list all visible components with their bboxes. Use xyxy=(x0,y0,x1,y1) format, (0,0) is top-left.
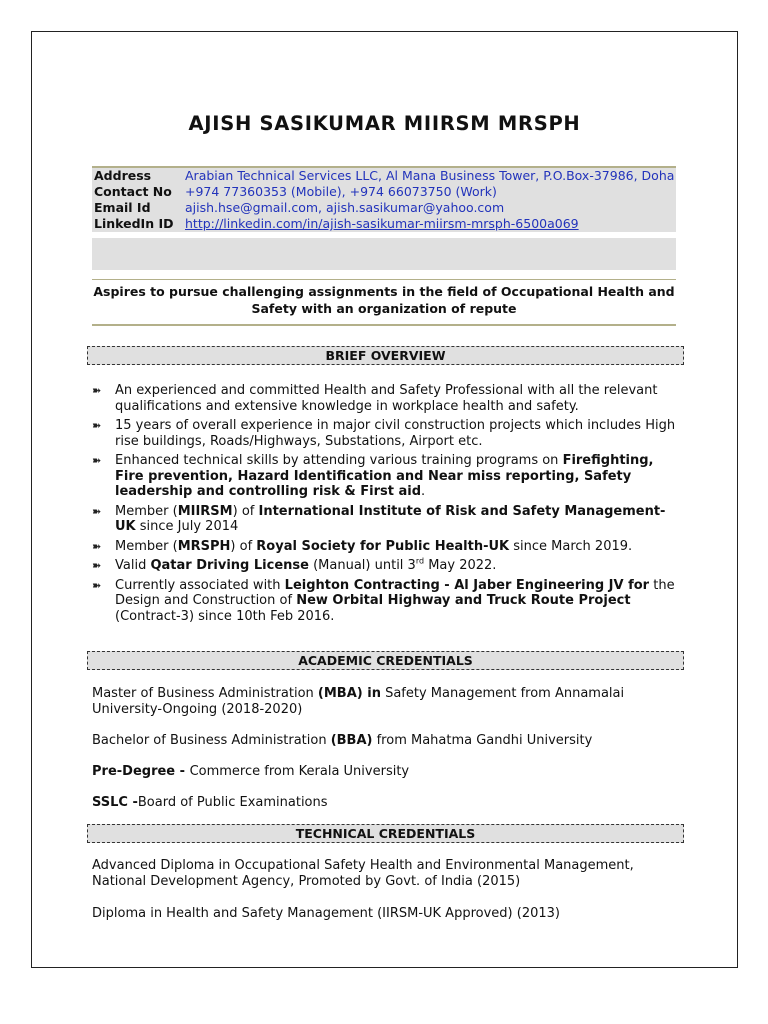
text-run: Member ( xyxy=(115,538,178,554)
contact-table xyxy=(92,166,676,280)
arrow-bullet-icon: ➽ xyxy=(92,504,102,518)
arrow-bullet-icon: ➽ xyxy=(92,384,102,397)
text-run: Advanced Diploma in Occupational Safety Health and Environmental Management, National Development Agency, Promoted by Govt. of India (2015) xyxy=(92,858,634,889)
bold-text: Royal Society for Public Health-UK xyxy=(256,538,510,554)
text-run: ) of xyxy=(232,503,259,519)
text-run: Bachelor of Business Administration xyxy=(92,733,331,748)
text-run: . xyxy=(421,484,426,499)
bold-text: (MBA) in xyxy=(317,686,381,701)
text-run: Board of Public Examinations xyxy=(137,795,328,810)
bold-text: New Orbital Highway and Truck Route Project xyxy=(296,593,631,608)
arrow-bullet-icon: ➽ xyxy=(92,559,102,572)
overview-item xyxy=(92,504,682,535)
linkedin-label: LinkedIn ID xyxy=(94,216,174,231)
email-label: Email Id xyxy=(94,200,151,215)
bold-text: Qatar Driving License xyxy=(150,558,309,573)
linkedin-link[interactable]: http://linkedin.com/in/ajish-sasikumar-miirsm-mrsph-6500a069 xyxy=(185,216,579,231)
overview-item xyxy=(92,578,682,625)
text-run: since March 2019. xyxy=(509,538,633,554)
contact-label: Contact No xyxy=(94,184,172,199)
technical-item xyxy=(92,906,682,922)
overview-item xyxy=(92,418,682,449)
text-run: Enhanced technical skills by attending various training programs on xyxy=(115,453,563,468)
contact-blank-row xyxy=(92,238,676,270)
overview-list xyxy=(92,383,682,628)
text-run: (Contract-3) since 10th Feb 2016. xyxy=(115,608,335,624)
text-run: (Manual) until 3 xyxy=(308,558,416,573)
bold-text: International Institute of Risk and Safety Management-UK xyxy=(115,503,666,534)
bold-text: Firefighting, Fire prevention, Hazard Identification and Near miss reporting, Safety leadership and controlling risk & First aid xyxy=(115,453,654,499)
address-value: Arabian Technical Services LLC, Al Mana Business Tower, P.O.Box-37986, Doha xyxy=(185,168,675,183)
resume-page xyxy=(31,31,738,968)
bold-text: (BBA) xyxy=(330,733,373,748)
text-run: since July 2014 xyxy=(135,519,239,534)
brief-overview-heading: BRIEF OVERVIEW xyxy=(87,346,684,365)
academic-item xyxy=(92,764,682,780)
text-run: Valid xyxy=(115,558,151,573)
overview-item xyxy=(92,539,682,555)
text-run: from Mahatma Gandhi University xyxy=(372,733,593,748)
arrow-bullet-icon: ➽ xyxy=(92,578,102,592)
text-run: Diploma in Health and Safety Management (IIRSM-UK Approved) (2013) xyxy=(92,906,560,921)
email-value[interactable]: ajish.hse@gmail.com, ajish.sasikumar@yahoo.com xyxy=(185,200,505,215)
candidate-name: AJISH SASIKUMAR MIIRSM MRSPH xyxy=(188,112,581,135)
text-run: Member ( xyxy=(115,503,178,519)
overview-item xyxy=(92,383,682,414)
text-run: Commerce from Kerala University xyxy=(189,764,410,779)
text-run: the Design and Construction of xyxy=(115,577,675,608)
arrow-bullet-icon: ➽ xyxy=(92,454,102,467)
bold-text: MRSPH xyxy=(177,538,231,554)
objective-divider xyxy=(92,324,676,326)
email-row xyxy=(92,200,676,216)
contact-value: +974 77360353 (Mobile), +974 66073750 (Work) xyxy=(185,184,497,199)
bold-text: MIIRSM xyxy=(177,503,233,519)
arrow-bullet-icon: ➽ xyxy=(92,539,102,553)
contact-divider xyxy=(92,270,676,280)
text-run: ) of xyxy=(230,538,257,554)
text-run: rd xyxy=(415,556,425,566)
text-run: Master of Business Administration xyxy=(92,686,318,701)
overview-item xyxy=(92,558,682,574)
career-objective: Aspires to pursue challenging assignments in the field of Occupational Health and Safety with an organization of repute xyxy=(93,284,675,316)
academic-item xyxy=(92,795,682,811)
technical-item xyxy=(92,858,682,890)
academic-heading: ACADEMIC CREDENTIALS xyxy=(87,651,684,670)
overview-item xyxy=(92,453,682,500)
contact-row xyxy=(92,184,676,200)
text-run: Safety Management from Annamalai University-Ongoing (2018-2020) xyxy=(92,686,625,717)
text-run: May 2022. xyxy=(424,558,497,573)
technical-heading: TECHNICAL CREDENTIALS xyxy=(87,824,684,843)
linkedin-row xyxy=(92,216,676,232)
bold-text: Leighton Contracting - Al Jaber Engineering JV for xyxy=(284,577,650,593)
arrow-bullet-icon: ➽ xyxy=(92,419,102,432)
text-run: An experienced and committed Health and Safety Professional with all the relevant qualifications and extensive knowledge in workplace health and safety. xyxy=(115,383,658,414)
bold-text: SSLC - xyxy=(92,795,138,810)
academic-item xyxy=(92,733,682,749)
address-row xyxy=(92,168,676,184)
academic-item xyxy=(92,686,682,718)
text-run: 15 years of overall experience in major civil construction projects which includes High rise buildings, Roads/Highways, Substations, Airport etc. xyxy=(115,418,676,449)
address-label: Address xyxy=(94,168,152,183)
bold-text: Pre-Degree - xyxy=(92,764,190,779)
text-run: Currently associated with xyxy=(115,577,285,593)
